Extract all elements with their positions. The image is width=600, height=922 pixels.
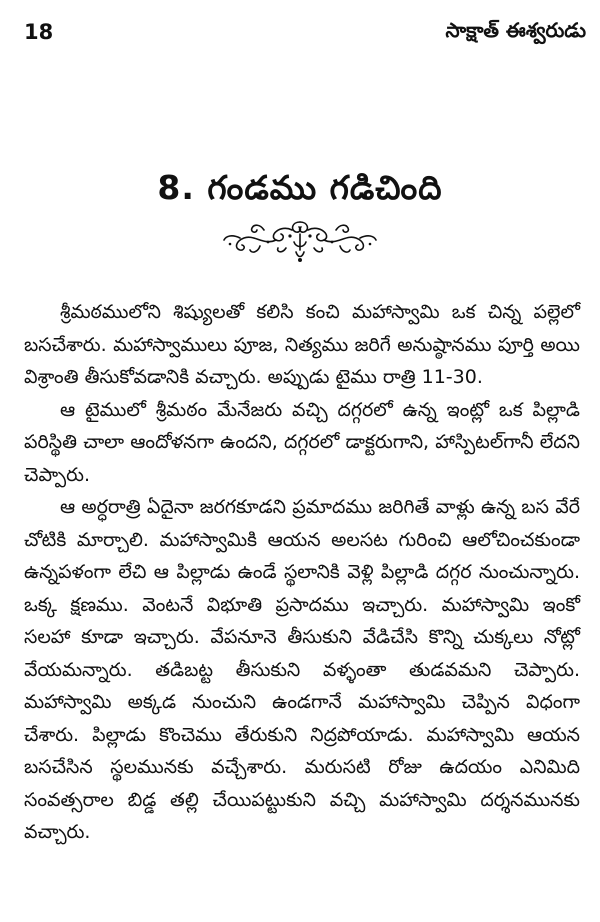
paragraph-2: ఆ టైములో శ్రీమఠం మేనేజరు వచ్చి దగ్గరలో ఉన్న ఇంట్లో ఒక పిల్లాడి పరిస్థితి చాలా ఆందోళనగా ఉందని, దగ్గరలో డాక్టరుగాని, హాస్పిటల్‌గానీ లేదని చెప్పారు.: [24, 398, 580, 486]
body-text: [24, 296, 580, 849]
paragraph-3: ఆ అర్ధరాత్రి ఏదైనా జరగకూడని ప్రమాదము జరిగితే వాళ్లు ఉన్న బస వేరే చోటికి మార్చాలి. మహాస్వామికి ఆయన అలసట గురించి ఆలోచించకుండా ఉన్నపళంగా లేచి ఆ పిల్లాడు ఉండే స్థలానికి వెళ్లి పిల్లాడి దగ్గర నుంచున్నారు. ఒక్క క్షణము. వెంటనే విభూతి ప్రసాదము ఇచ్చారు. మహాస్వామి ఇంకో సలహా కూడా ఇచ్చారు. వేపనూనె తీసుకుని వేడిచేసి కొన్ని చుక్కలు నోట్లో వేయమన్నారు. తడిబట్ట తీసుకుని వళ్ళంతా తుడవమని చెప్పారు. మహాస్వామి అక్కడ నుంచుని ఉండగానే మహాస్వామి చెప్పిన విధంగా చేశారు. పిల్లాడు కొంచెము తేరుకుని నిద్రపోయాడు. మహాస్వామి ఆయన బసచేసిన స్థలమునకు వచ్చేశారు. మరుసటి రోజు ఉదయం ఎనిమిది సంవత్సరాల బిడ్డ తల్లి చేయిపట్టుకుని వచ్చి మహాస్వామి దర్శనమునకు వచ్చారు.: [24, 496, 580, 843]
running-title: సాక్షాత్ ఈశ్వరుడు: [445, 18, 586, 42]
decorative-scroll-ornament-icon: [220, 216, 380, 266]
chapter-title: 8. గండము గడిచింది: [157, 168, 443, 207]
paragraph-1: శ్రీమఠములోని శిష్యులతో కలిసి కంచి మహాస్వామి ఒక చిన్న పల్లెలో బసచేశారు. మహాస్వాములు పూజ, నిత్యము జరిగే అనుష్ఠానము పూర్తి అయి విశ్రాంతి తీసుకోవడానికి వచ్చారు. అప్పుడు టైము రాత్రి 11-30.: [24, 301, 580, 388]
page-number: 18: [24, 20, 54, 44]
